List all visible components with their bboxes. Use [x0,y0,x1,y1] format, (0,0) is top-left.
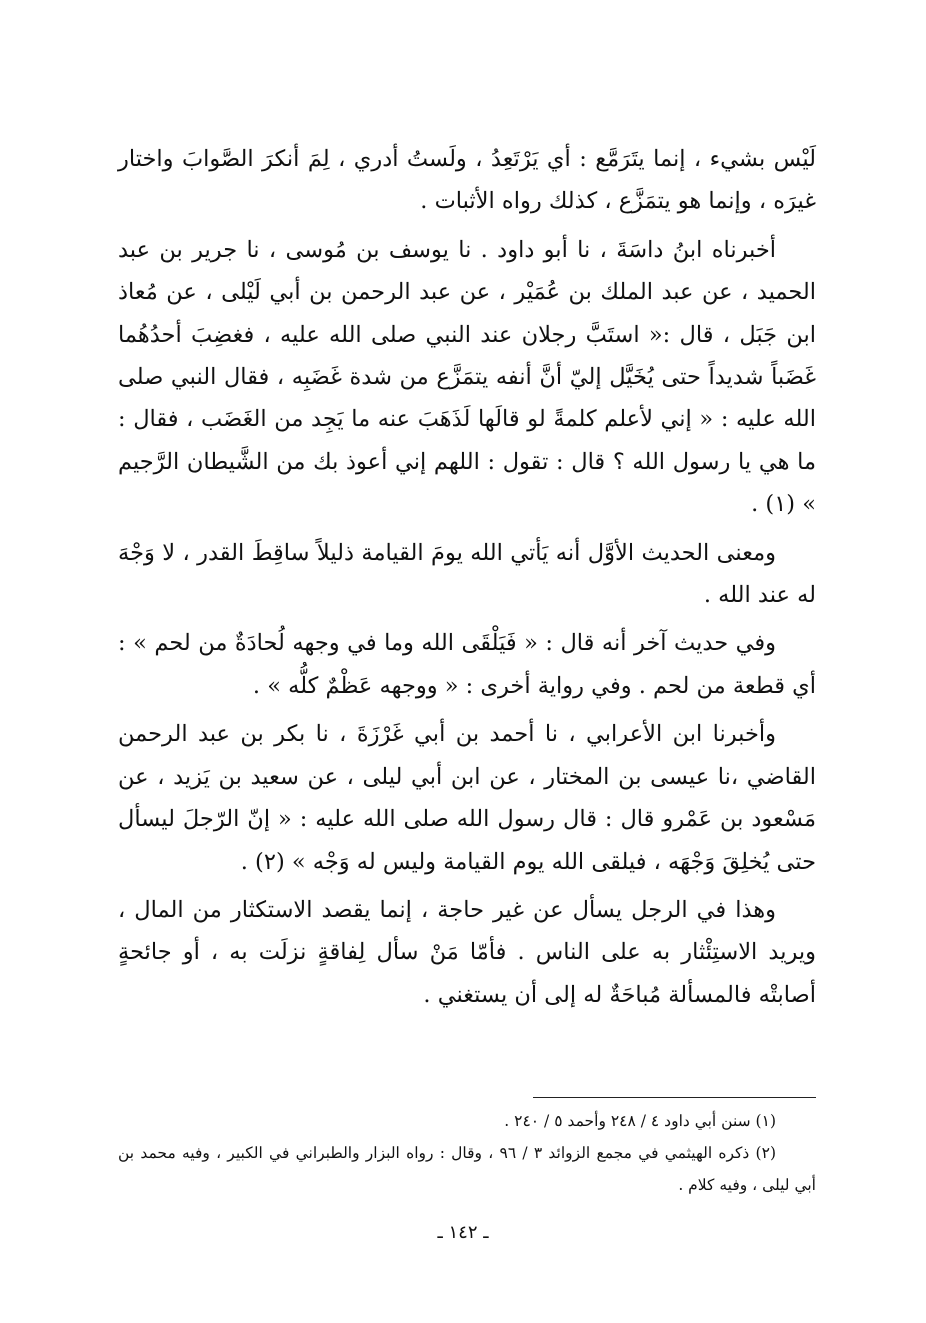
page-number: ـ ١٤٢ ـ [437,1222,489,1243]
main-text [118,138,816,1022]
footnotes [118,1105,816,1201]
footnote: (٢) ذكره الهيثمي في مجمع الزوائد ٣ / ٩٦ ، وقال : رواه البزار والطبراني في الكبير ، وفيه محمد بن أبي ليلى ، وفيه كلام . [118,1144,816,1194]
footnote: (١) سنن أبي داود ٤ / ٢٤٨ وأحمد ٥ / ٢٤٠ . [504,1112,776,1130]
paragraph: لَيْس بشيء ، إنما يتَرَمَّع : أي يَرْتَعِدُ ، ولَستُ أدري ، لِمَ أنكرَ الصَّوابَ واختار غيرَه ، وإنما هو يتمَزَّع ، كذلك رواه الأثبات . [118,146,816,215]
paragraph: وهذا في الرجل يسأل عن غير حاجة ، إنما يقصد الاستكثار من المال ، ويريد الاستِئْثار به على الناس . فأمّا مَنْ سأل لِفاقةٍ نزلَت به ، أو جائحةٍ أصابتْه فالمسألة مُباحَةٌ له إلى أن يستغني . [118,896,816,1008]
paragraph: وفي حديث آخر أنه قال : « فَيَلْقَى الله وما في وجهه لُحادَةٌ من لحم » : أي قطعة من لحم . وفي رواية أخرى : « ووجهه عَظْمٌ كلُّه » . [118,630,816,699]
footnote-separator [533,1097,816,1098]
paragraph: وأخبرنا ابن الأعرابي ، نا أحمد بن أبي غَرْزَةَ ، نا بكر بن عبد الرحمن القاضي ،نا عيسى بن المختار ، عن ابن أبي ليلى ، عن سعيد بن يَزيد ، عن مَسْعود بن عَمْرو قال : قال رسول الله صلى الله عليه : « إنّ الرّجلَ ليسأل حتى يُخلِقَ وَجْهَه ، فيلقى الله يوم القيامة وليس له وَجْه » (٢) . [118,721,816,875]
paragraph: ومعنى الحديث الأوَّل أنه يَأتي الله يومَ القيامة ذليلاً ساقِطَ القدر ، لا وَجْهَ له عند الله . [118,539,816,609]
paragraph: أخبرناه ابنُ داسَةَ ، نا أبو داود . نا يوسف بن مُوسى ، نا جرير بن عبد الحميد ، عن عبد الملك بن عُمَيْر ، عن عبد الرحمن بن أبي لَيْلى ، عن مُعاذ ابن جَبَل ، قال :« استَبَّ رجلان عند النبي صلى الله عليه ، فغضِبَ أحدُهُما غَضَباً شديداً حتى يُخَيَّل إليّ أنَّ أنفه يتمَزَّع من شدة غَضَبِه ، فقال النبي صلى الله عليه : « إني لأعلم كلمةً لو قالَها لَذَهَبَ عنه ما يَجِد من الغَضَب ، فقال : ما هي يا رسول الله ؟ قال : تقول : اللهم إني أعوذ بك من الشَّيطان الرَّجيم » (١) . [118,236,816,518]
